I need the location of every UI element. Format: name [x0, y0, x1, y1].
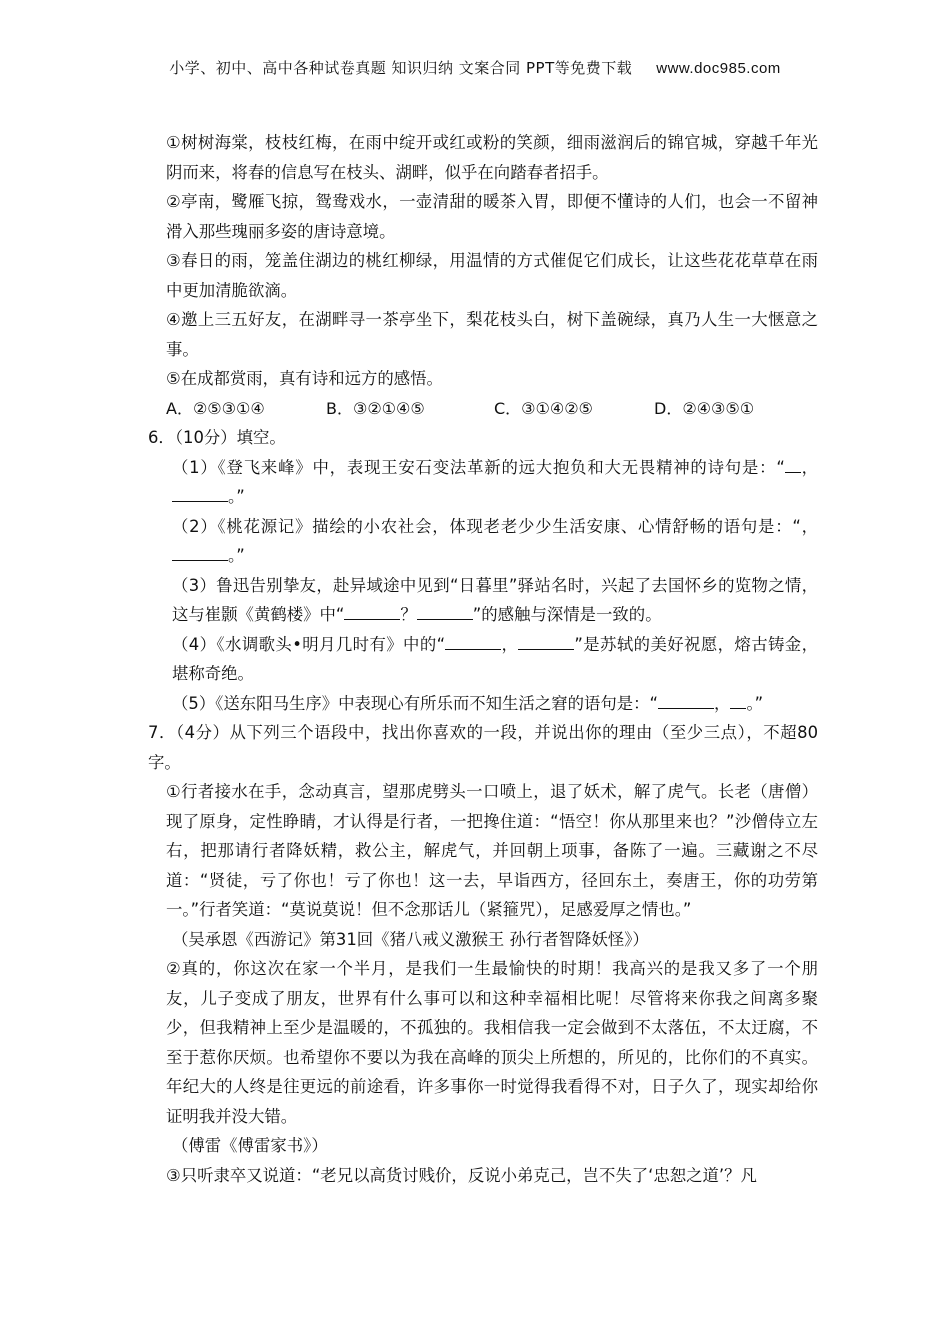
q6-item-5-mid: ，	[714, 693, 731, 713]
q7-heading: 7．（4分）从下列三个语段中，找出你喜欢的一段，并说出你的理由（至少三点），不超80字。	[148, 723, 818, 772]
header-url[interactable]: www.doc985.com	[656, 60, 781, 77]
answer-blank	[344, 601, 400, 620]
q6-item-5-post: 。”	[746, 693, 764, 713]
q7-passage-3: ③只听隶卒又说道：“老兄以高货讨贱价，反说小弟克己，岂不失了‘忠恕之道’？凡	[166, 1165, 757, 1185]
q7-source-2: （傅雷《傅雷家书》）	[172, 1136, 328, 1155]
q5-sentence-1: ①树树海棠，枝枝红梅，在雨中绽开或红或粉的笑颜，细雨滋润后的锦官城，穿越千年光阴而来，将春的信息写在枝头、湖畔，似乎在向踏春者招手。	[166, 133, 818, 182]
answer-blank	[172, 483, 228, 502]
q6-item-3-mid: ？	[400, 605, 417, 624]
q5-options	[148, 394, 818, 424]
q6-item-2-post: 。”	[228, 546, 245, 565]
answer-blank	[658, 690, 714, 709]
q6-item-4-post: ”是苏轼的美好祝愿，熔古铸金，堪称奇绝。	[172, 634, 818, 683]
q7-source-1: （吴承恩《西游记》第31回《猪八戒义激猴王 孙行者智降妖怪》）	[172, 929, 649, 949]
q6-heading: 6．（10分）填空。	[148, 428, 286, 447]
q6-item-4-pre: （4）《水调歌头•明月几时有》中的“	[172, 634, 446, 654]
q6-item-5-pre: （5）《送东阳马生序》中表现心有所乐而不知生活之窘的语句是：“	[172, 693, 659, 713]
q6-item-2-mid: ，	[800, 516, 819, 536]
answer-blank	[445, 631, 501, 650]
q6-item-1-mid: ，	[800, 457, 819, 477]
answer-blank	[785, 454, 801, 473]
option-d: D．②④③⑤①	[654, 398, 755, 418]
exam-content	[148, 128, 818, 1190]
option-c: C．③①④②⑤	[494, 398, 593, 418]
q7-passage-2: ②真的，你这次在家一个半月，是我们一生最愉快的时期！我高兴的是我又多了一个朋友，儿子变成了朋友，世界有什么事可以和这种幸福相比呢！尽管将来你我之间离多聚少，但我精神上至少是温暖的，不孤独的。我相信我一定会做到不太落伍，不太迂腐，不至于惹你厌烦。也希望你不要以为我在高峰的顶尖上所想的，所见的，比你们的不真实。年纪大的人终是往更远的前途看，许多事你一时觉得我看得不对，日子久了，现实却给你证明我并没大错。	[166, 959, 818, 1126]
option-b: B．③②①④⑤	[326, 398, 425, 418]
answer-blank	[518, 631, 574, 650]
q6-item-3	[148, 571, 818, 630]
q7-passage-1: ①行者接水在手，念动真言，望那虎劈头一口喷上，退了妖术，解了虎气。长老（唐僧）现了原身，定性睁睛，才认得是行者，一把搀住道：“悟空！你从那里来也？”沙僧侍立左右，把那请行者降妖精，救公主，解虎气，并回朝上项事，备陈了一遍。三藏谢之不尽道：“贤徒，亏了你也！亏了你也！这一去，早诣西方，径回东土，奏唐王，你的功劳第一。”行者笑道：“莫说莫说！但不念那话儿（紧箍咒），足感爱厚之情也。”	[166, 782, 818, 919]
q6-item-1	[148, 453, 818, 512]
answer-blank	[730, 690, 746, 709]
q5-sentence-5: ⑤在成都赏雨，真有诗和远方的感悟。	[166, 369, 443, 388]
q5-sentence-4: ④邀上三五好友，在湖畔寻一茶亭坐下，梨花枝头白，树下盖碗绿，真乃人生一大惬意之事。	[166, 310, 818, 359]
q5-sentence-3: ③春日的雨，笼盖住湖边的桃红柳绿，用温情的方式催促它们成长，让这些花花草草在雨中更加清脆欲滴。	[166, 251, 818, 300]
q6-item-5	[148, 689, 818, 719]
q6-item-3-pre: （3）鲁迅告别挚友，赴异域途中见到“日暮里”驿站名时，兴起了去国怀乡的览物之情，这与崔颢《黄鹤楼》中“	[172, 575, 818, 624]
q5-sentence-2: ②亭南，鹭雁飞掠，鸳鸯戏水，一壶清甜的暖茶入胃，即便不懂诗的人们，也会一不留神滑入那些瑰丽多姿的唐诗意境。	[166, 192, 818, 241]
answer-blank	[172, 542, 228, 561]
q6-item-2	[148, 512, 818, 571]
option-a: A．②⑤③①④	[166, 398, 265, 418]
q6-item-4	[148, 630, 818, 689]
answer-blank	[417, 601, 473, 620]
q6-item-2-pre: （2）《桃花源记》描绘的小农社会，体现老老少少生活安康、心情舒畅的语句是：“	[172, 516, 801, 536]
q6-item-3-post: ”的感触与深情是一致的。	[472, 605, 662, 624]
page-header	[0, 57, 950, 78]
header-text: 小学、初中、高中各种试卷真题 知识归纳 文案合同 PPT等免费下载	[169, 59, 633, 77]
q6-item-1-pre: （1）《登飞来峰》中，表现王安石变法革新的远大抱负和大无畏精神的诗句是：“	[172, 457, 785, 477]
q6-item-1-post: 。”	[228, 487, 245, 506]
q6-item-4-mid: ，	[501, 634, 519, 654]
